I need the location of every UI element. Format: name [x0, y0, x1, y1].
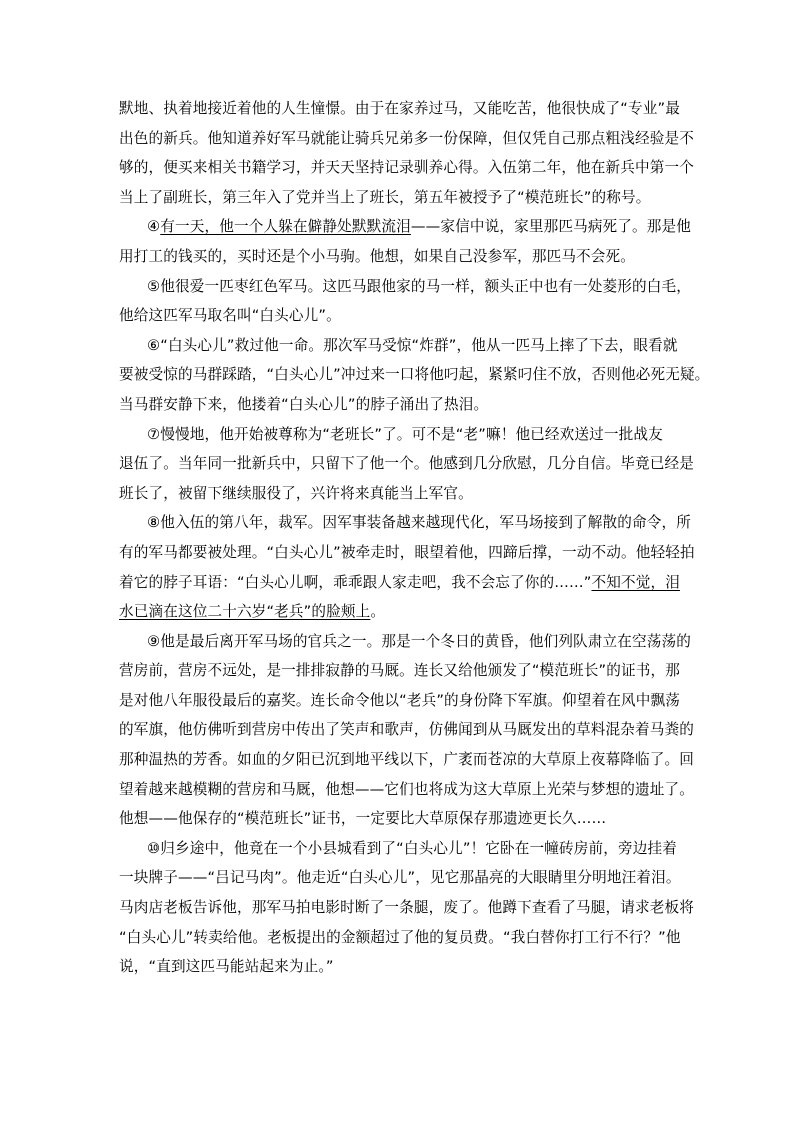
text-span: 着它的脖子耳语：“白头心儿啊，乖乖跟人家走吧，我不会忘了你的……”: [119, 573, 592, 591]
paragraph-4-first-line: [119, 218, 692, 236]
text-line: 够的，便买来相关书籍学习，并天天坚持记录驯养心得。入伍第二年，他在新兵中第一个: [119, 159, 695, 177]
text-line: 马肉店老板告诉他，那军马拍电影时断了一条腿，废了。他蹲下查看了马腿，请求老板将: [119, 899, 695, 917]
text-line: “白头心儿”转卖给他。老板提出的金额超过了他的复员费。“我白替你打工行不行？”他: [119, 928, 681, 946]
underlined-sentence: 不知不觉，泪: [591, 573, 680, 591]
text-line: 他想——他保存的“模范班长”证书，一定要比大草原保存那遗迹更长久……: [119, 810, 607, 828]
paragraph-5-first-line: ⑤他很爱一匹枣红色军马。这匹马跟他家的马一样，额头正中也有一处菱形的白毛，: [147, 277, 692, 295]
paragraph-8-first-line: ⑧他入伍的第八年，裁军。因军事装备越来越现代化，军马场接到了解散的命令，所: [147, 514, 692, 532]
text-line-with-underline: [119, 574, 683, 592]
paragraph-7-first-line: ⑦慢慢地，他开始被尊称为“老班长”了。可不是“老”嘛！他已经欢送过一批战友: [147, 425, 663, 443]
text-line: 营房前，营房不远处，是一排排寂静的马厩。连长又给他颁发了“模范班长”的证书，那: [119, 662, 680, 680]
text-line: 出色的新兵。他知道养好军马就能让骑兵兄弟多一份保障，但仅凭自己那点粗浅经验是不: [119, 129, 695, 147]
text-line: 用打工的钱买的，买时还是个小马驹。他想，如果自己没参军，那匹马不会死。: [119, 247, 636, 265]
text-line: 是对他八年服役最后的嘉奖。连长命令他以“老兵”的身份降下军旗。仰望着在风中飘荡: [119, 691, 680, 709]
underlined-sentence: 有一天，他一个人躲在僻静处默默流泪: [160, 218, 411, 236]
text-span: ——家信中说，家里那匹马病死了。那是他: [410, 218, 692, 236]
text-line-with-underline: [119, 603, 683, 621]
underlined-sentence: 水已滴在这位二十六岁“老兵”的脸颊上: [119, 603, 371, 621]
text-line: 有的军马都要被处理。“白头心儿”被牵走时，眼望着他，四蹄后撑，一动不动。他轻轻拍: [119, 543, 695, 561]
text-line: 他给这匹军马取名叫“白头心儿”。: [119, 307, 341, 325]
text-line: 默地、执着地接近着他的人生憧憬。由于在家养过马，又能吃苦，他很快成了“专业”最: [119, 100, 680, 117]
text-line: 那种温热的芳香。如血的夕阳已沉到地平线以下，广袤而苍凉的大草原上夜幕降临了。回: [119, 751, 695, 769]
text-line: 说，“直到这匹马能站起来为止。”: [119, 958, 334, 976]
text-span: 。: [370, 603, 386, 621]
text-line: 退伍了。当年同一批新兵中，只留下了他一个。他感到几分欣慰，几分自信。毕竟已经是: [119, 455, 695, 473]
text-line: 当上了副班长，第三年入了党并当上了班长，第五年被授予了“模范班长”的称号。: [119, 188, 651, 206]
text-line: 要被受惊的马群踩踏，“白头心儿”冲过来一口将他叼起，紧紧叼住不放，否则他必死无疑。: [119, 366, 710, 384]
text-line: 望着越来越模糊的营房和马厩，他想——它们也将成为这大草原上光荣与梦想的遗址了。: [119, 780, 695, 798]
paragraph-10-first-line: ⑩归乡途中，他竟在一个小县城看到了“白头心儿”！它卧在一幢砖房前，旁边挂着: [147, 839, 677, 857]
text-line: 的军旗，他仿佛听到营房中传出了笑声和歌声，仿佛闻到从马厩发出的草料混杂着马粪的: [119, 721, 695, 739]
paragraph-9-first-line: ⑨他是最后离开军马场的官兵之一。那是一个冬日的黄昏，他们列队肃立在空荡荡的: [147, 632, 692, 650]
text-line: 班长了，被留下继续服役了，兴许将来真能当上军官。: [119, 484, 473, 502]
paragraph-number: ④: [147, 218, 161, 236]
document-page: [119, 100, 710, 988]
paragraph-6-first-line: ⑥“白头心儿”救过他一命。那次军马受惊“炸群”，他从一匹马上摔了下去，眼看就: [147, 336, 678, 354]
text-line: 当马群安静下来，他搂着“白头心儿”的脖子涌出了热泪。: [119, 395, 489, 413]
text-line: 一块牌子——“吕记马肉”。他走近“白头心儿”，见它那晶亮的大眼睛里分明地汪着泪。: [119, 869, 681, 887]
